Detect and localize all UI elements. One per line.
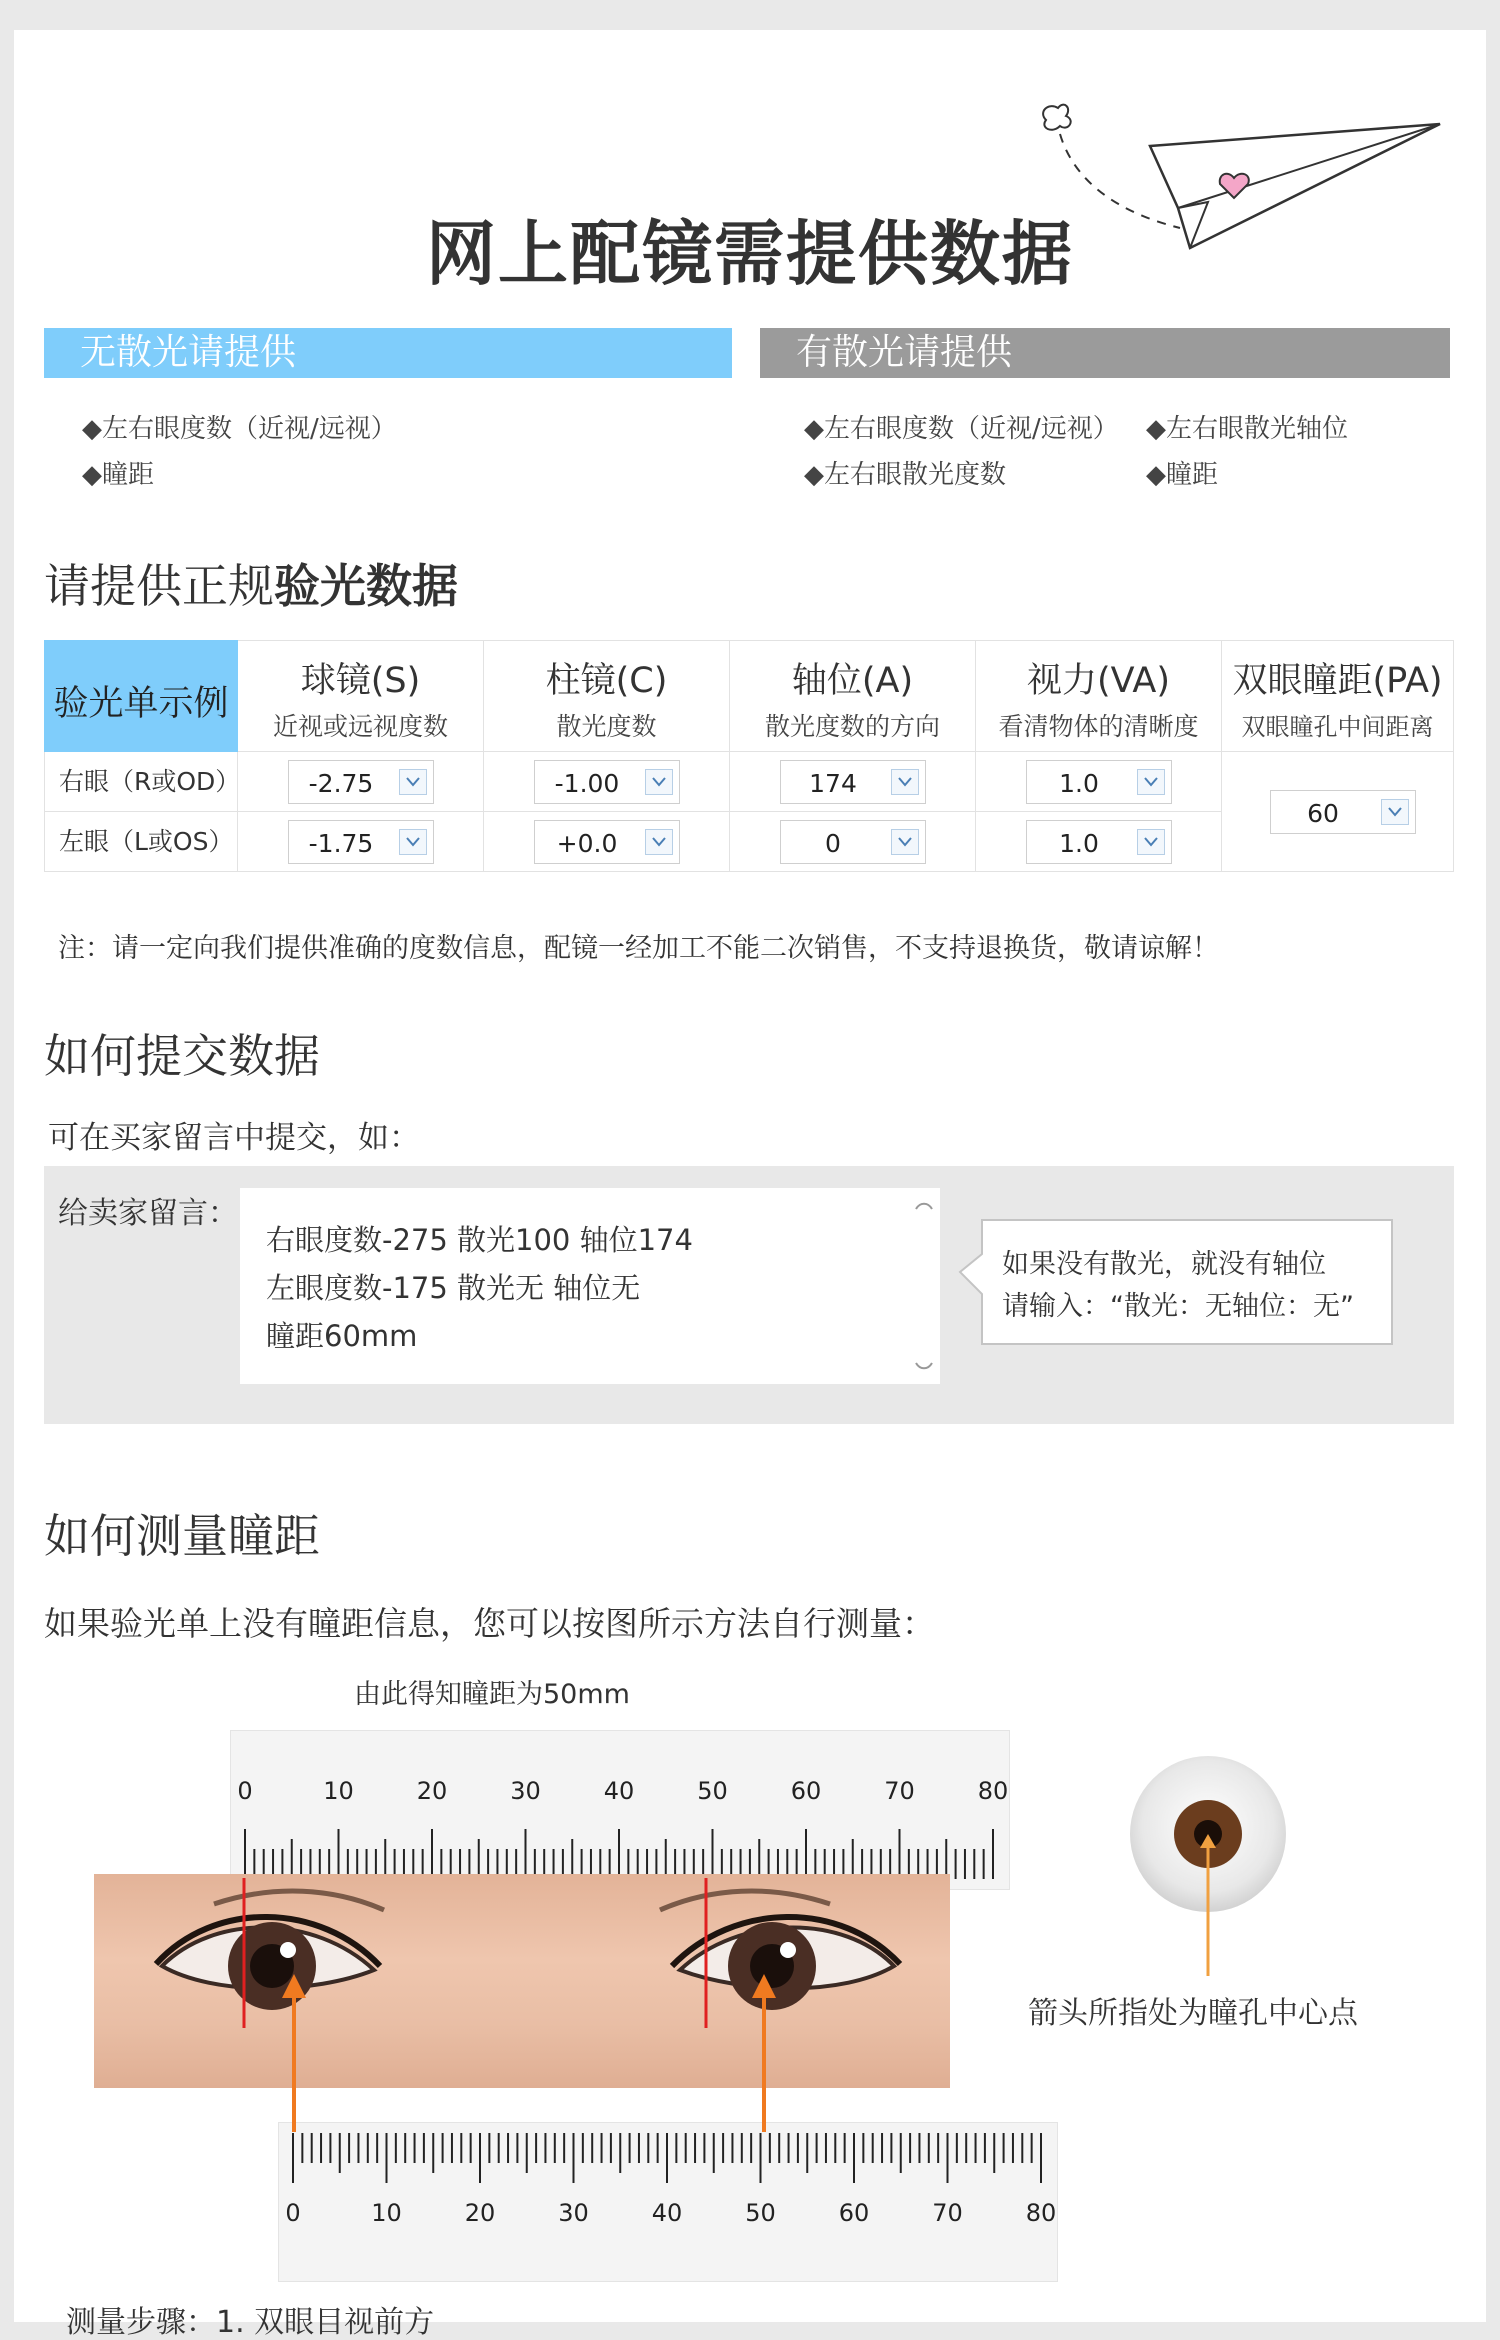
no-astig-item-pd: ◆瞳距 [82, 460, 154, 490]
scroll-up-icon[interactable] [912, 1198, 936, 1212]
col-header-axis: 轴位(A) 散光度数的方向 [730, 640, 976, 752]
callout-line: 如果没有散光，就没有轴位 [1002, 1249, 1326, 1280]
ruler-label: 40 [651, 2199, 683, 2227]
pd-intro: 如果验光单上没有瞳距信息，您可以按图所示方法自行测量： [44, 1604, 935, 1643]
ruler-label: 10 [323, 1777, 354, 1805]
message-line: 左眼度数-175 散光无 轴位无 [266, 1271, 641, 1305]
astig-item-degree: ◆左右眼度数（近视/远视） [804, 414, 1119, 444]
measurement-overlay [14, 1730, 1114, 2190]
ruler-label: 80 [1025, 2199, 1057, 2227]
col-header-cylinder: 柱镜(C) 散光度数 [484, 640, 730, 752]
col-header-pd: 双眼瞳距(PA) 双眼瞳孔中间距离 [1222, 640, 1454, 752]
ruler-label: 0 [237, 1777, 253, 1805]
row-label-right-eye: 右眼（R或OD） [44, 752, 238, 812]
section-pd-title: 如何测量瞳距 [44, 1509, 320, 1563]
prescription-table [44, 640, 1454, 872]
callout-hint [980, 1218, 1392, 1346]
ruler-label: 70 [884, 1777, 915, 1805]
astig-item-cyl: ◆左右眼散光度数 [804, 460, 1006, 490]
message-line: 右眼度数-275 散光100 轴位174 [266, 1223, 693, 1257]
page-frame [14, 30, 1486, 2340]
table-corner: 验光单示例 [44, 640, 238, 752]
ruler-label: 20 [416, 1777, 448, 1805]
select-left-cylinder[interactable]: +0.0 [534, 820, 680, 864]
select-right-va[interactable]: 1.0 [1026, 760, 1172, 804]
message-textarea[interactable] [240, 1188, 940, 1384]
select-pd[interactable]: 60 [1270, 790, 1416, 834]
section-submit-title: 如何提交数据 [44, 1029, 320, 1083]
page-title: 网上配镜需提供数据 [426, 213, 1074, 295]
col-header-va: 视力(VA) 看清物体的清晰度 [976, 640, 1222, 752]
callout-line: 请输入：“散光：无轴位：无” [1002, 1291, 1354, 1322]
select-left-sphere[interactable]: -1.75 [288, 820, 434, 864]
scroll-down-icon[interactable] [912, 1360, 936, 1374]
row-label-left-eye: 左眼（L或OS） [44, 812, 238, 872]
no-astigmatism-header: 无散光请提供 [44, 328, 732, 378]
ruler-label: 80 [977, 1777, 1009, 1805]
ruler-label: 60 [790, 1777, 822, 1805]
select-right-axis[interactable]: 174 [780, 760, 926, 804]
ruler-label: 20 [464, 2199, 496, 2227]
submit-intro: 可在买家留言中提交，如： [48, 1120, 420, 1156]
astig-item-pd: ◆瞳距 [1146, 460, 1218, 490]
ruler-label: 10 [371, 2199, 402, 2227]
astigmatism-header: 有散光请提供 [760, 328, 1450, 378]
ruler-label: 0 [285, 2199, 301, 2227]
ruler-label: 40 [603, 1777, 635, 1805]
select-right-cylinder[interactable]: -1.00 [534, 760, 680, 804]
pd-result: 由此得知瞳距为50mm [354, 1679, 630, 1710]
select-left-va[interactable]: 1.0 [1026, 820, 1172, 864]
astig-item-axis: ◆左右眼散光轴位 [1146, 414, 1348, 444]
ruler-label: 70 [932, 2199, 963, 2227]
ruler-label: 50 [745, 2199, 776, 2227]
ruler-label: 60 [838, 2199, 870, 2227]
eyeball-icon [1118, 1750, 1298, 1980]
select-right-sphere[interactable]: -2.75 [288, 760, 434, 804]
ruler-label: 50 [697, 1777, 728, 1805]
message-label: 给卖家留言： [58, 1196, 238, 1231]
message-line: 瞳距60mm [266, 1319, 418, 1353]
ruler-label: 30 [558, 2199, 589, 2227]
section-prescription-title: 请提供正规验光数据 [44, 559, 458, 613]
measure-steps: 测量步骤：1. 双眼目视前方 [66, 2305, 435, 2340]
pupil-center-note: 箭头所指处为瞳孔中心点 [1028, 1996, 1358, 2031]
ruler-label: 30 [510, 1777, 541, 1805]
disclaimer-note: 注：请一定向我们提供准确的度数信息，配镜一经加工不能二次销售，不支持退换货，敬请谅解！ [58, 933, 1219, 964]
col-header-sphere: 球镜(S) 近视或远视度数 [238, 640, 484, 752]
no-astig-item-degree: ◆左右眼度数（近视/远视） [82, 414, 397, 444]
select-left-axis[interactable]: 0 [780, 820, 926, 864]
